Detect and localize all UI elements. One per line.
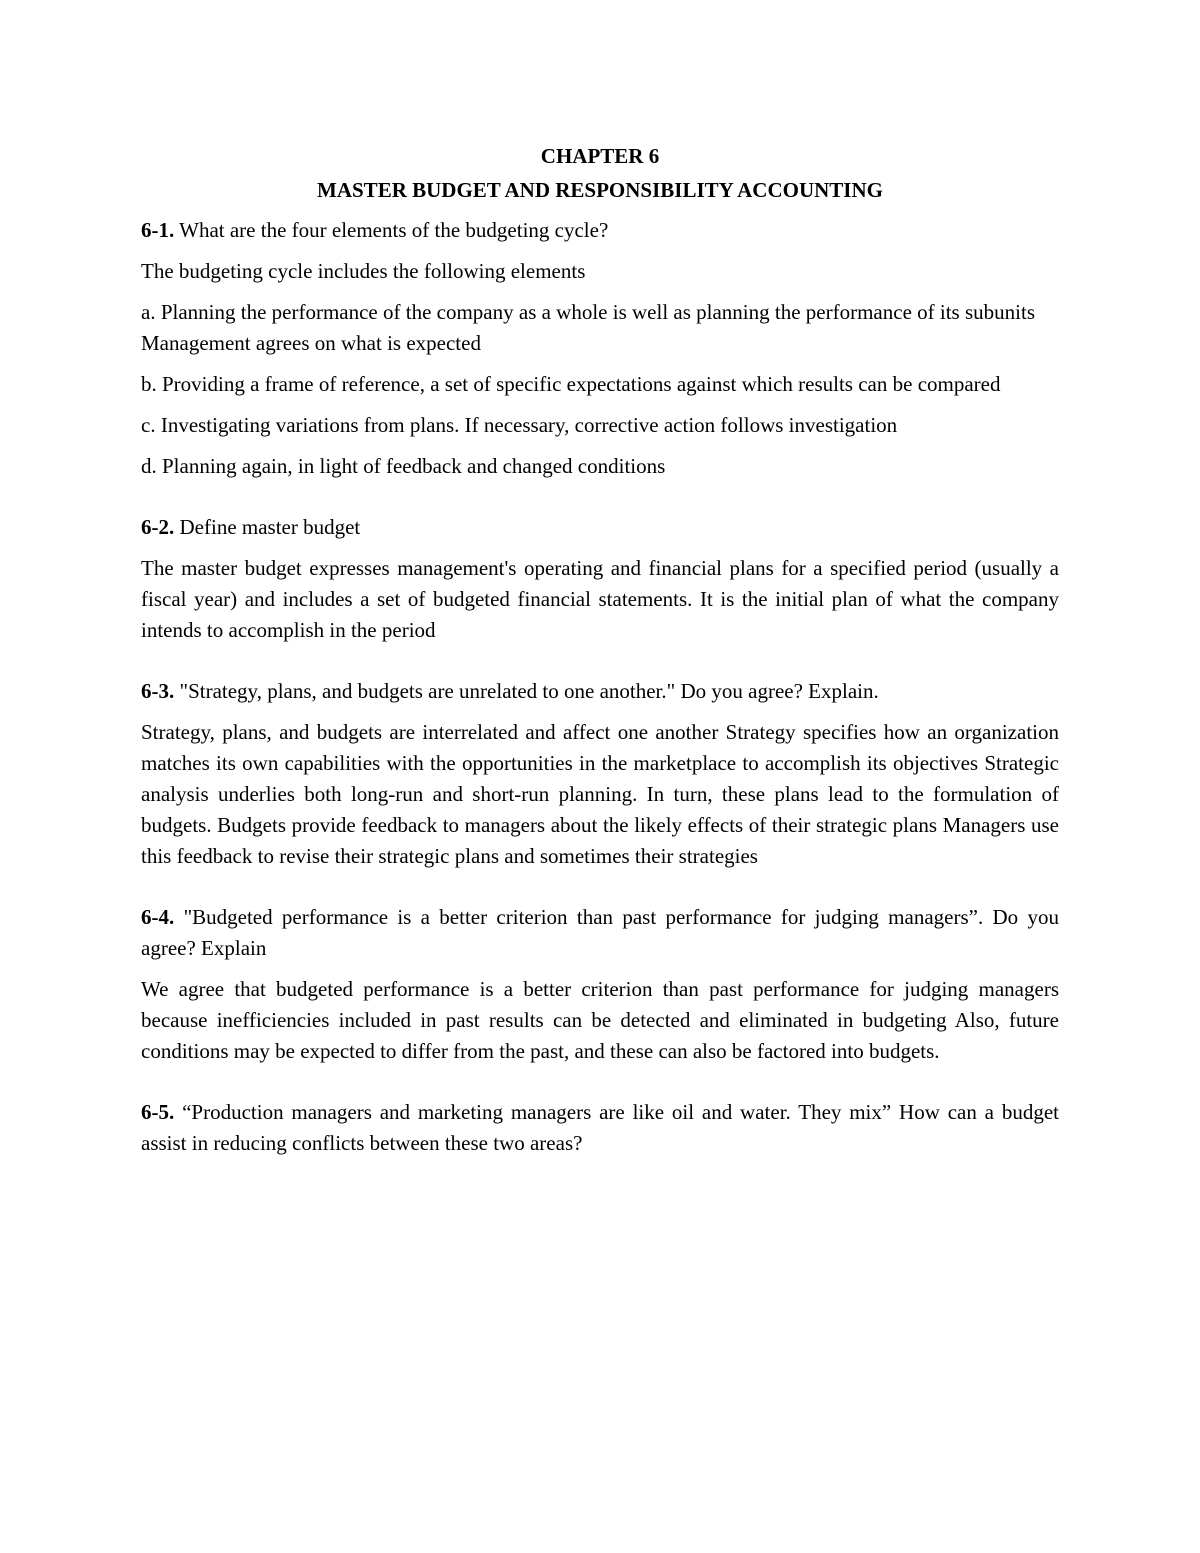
- list-item-a: a. Planning the performance of the company as a whole is well as planning the performance of its subunits Management agrees on what is expected: [141, 300, 1035, 355]
- question-text: What are the four elements of the budgeting cycle?: [174, 218, 609, 242]
- spacer: [141, 872, 1059, 902]
- answer-intro: The budgeting cycle includes the following elements: [141, 259, 586, 283]
- list-item-d: d. Planning again, in light of feedback and changed conditions: [141, 454, 666, 478]
- question-number: 6-2.: [141, 515, 175, 539]
- spacer: [141, 646, 1059, 676]
- question-6-1: [141, 215, 1059, 246]
- question-text: Define master budget: [174, 515, 361, 539]
- spacer: [141, 1067, 1059, 1097]
- answer-6-2: The master budget expresses management's operating and financial plans for a specified period (usually a fiscal year) and includes a set of budgeted financial statements. It is the initial plan of what the company intends to accomplish in the period: [141, 556, 1059, 642]
- question-6-4: [141, 902, 1059, 964]
- question-6-3: [141, 676, 1059, 707]
- answer-6-3: Strategy, plans, and budgets are interrelated and affect one another Strategy specifies how an organization matches its own capabilities with the opportunities in the marketplace to accomplish its objectives Strategic analysis underlies both long-run and short-run planning. In turn, these plans lead to the formulation of budgets. Budgets provide feedback to managers about the likely effects of their strategic plans Managers use this feedback to revise their strategic plans and sometimes their strategies: [141, 720, 1059, 868]
- question-number: 6-5.: [141, 1100, 175, 1124]
- question-6-2: [141, 512, 1059, 543]
- answer-6-4: We agree that budgeted performance is a better criterion than past performance for judging managers because inefficiencies included in past results can be detected and eliminated in budgeting Also, future conditions may be expected to differ from the past, and these can also be factored into budgets.: [141, 977, 1059, 1063]
- chapter-heading: CHAPTER 6: [540, 144, 660, 168]
- list-item-b: b. Providing a frame of reference, a set of specific expectations against which results can be compared: [141, 372, 1001, 396]
- chapter-title: MASTER BUDGET AND RESPONSIBILITY ACCOUNTING: [317, 178, 883, 202]
- question-text: “Production managers and marketing managers are like oil and water. They mix” How can a budget assist in reducing conflicts between these two areas?: [141, 1100, 1059, 1155]
- list-item-c: c. Investigating variations from plans. If necessary, corrective action follows investigation: [141, 413, 898, 437]
- question-6-5: [141, 1097, 1059, 1159]
- question-text: "Budgeted performance is a better criterion than past performance for judging managers”. Do you agree? Explain: [141, 905, 1059, 960]
- spacer: [141, 482, 1059, 512]
- question-text: "Strategy, plans, and budgets are unrelated to one another." Do you agree? Explain.: [174, 679, 879, 703]
- question-number: 6-1.: [141, 218, 175, 242]
- question-number: 6-3.: [141, 679, 175, 703]
- document-page: [141, 138, 1059, 1159]
- question-number: 6-4.: [141, 905, 175, 929]
